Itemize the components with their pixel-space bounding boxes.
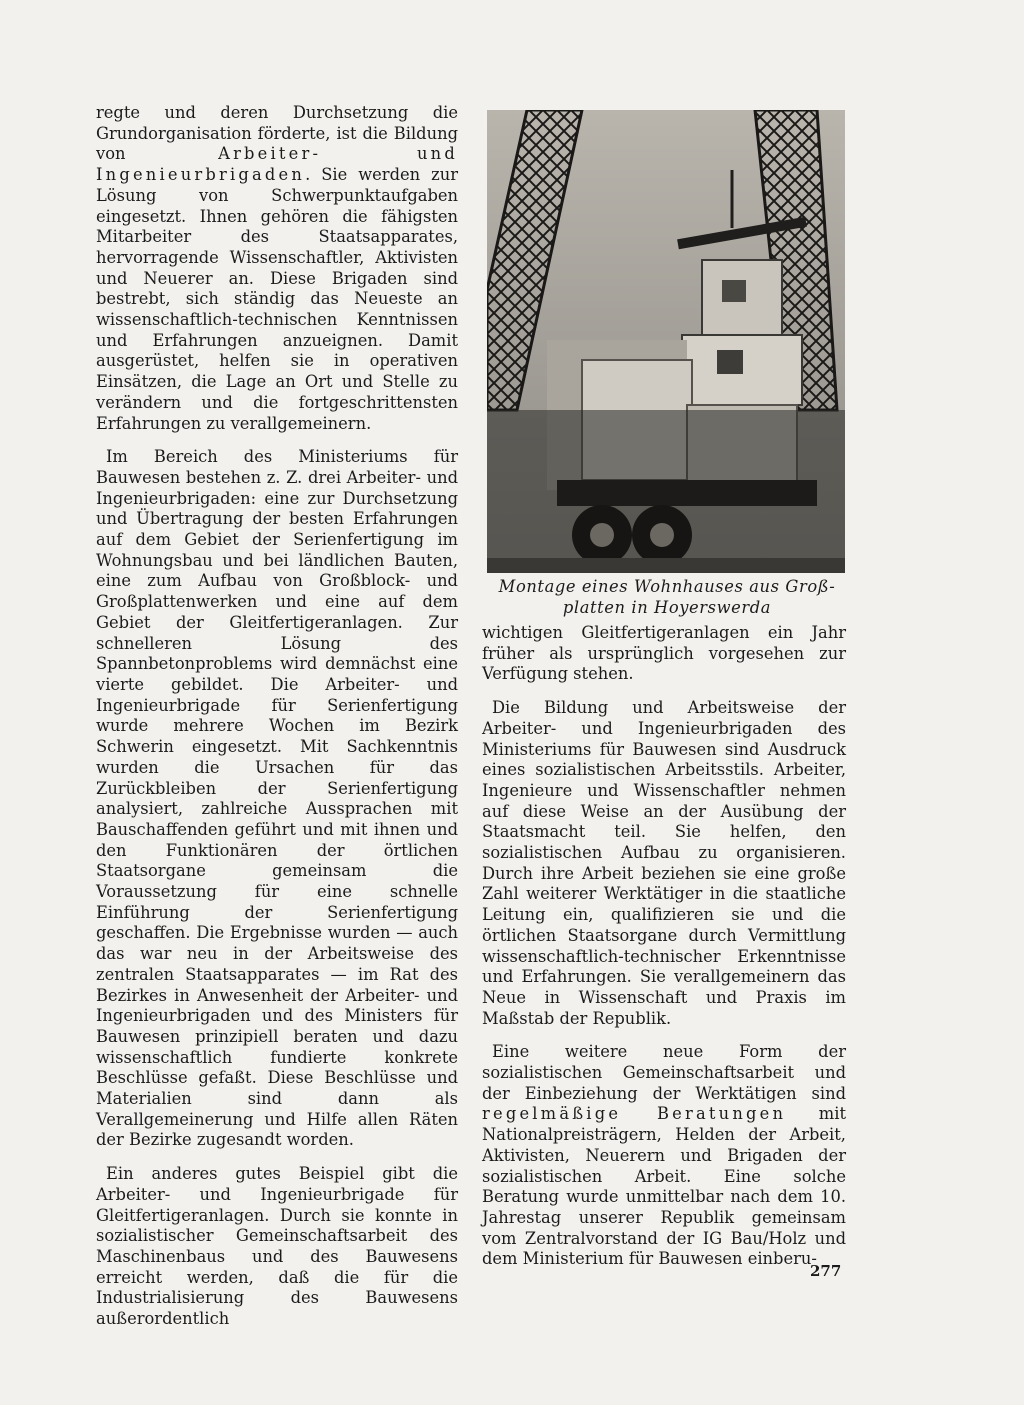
paragraph-text: regte und deren Durchsetzung die Grundorganisation förderte, ist die Bildung von [96,103,458,164]
emphasized-text: Arbeiter- und Ingenieurbrigaden [96,144,458,185]
paragraph-text: . Sie werden zur Lösung von Schwerpunktaufgaben eingesetzt. Ihnen gehören die fähigsten Mitarbeiter des Staatsapparates, hervorragende Wissenschaftler, Aktivisten und Neuerer an. Diese Brigaden sind bestrebt, sich ständig das Neueste an wissenschaftlich-technischen Kenntnissen und Erfahrungen anzueignen. Damit ausgerüstet, helfen sie in operativen Einsätzen, die Lage an Ort und Stelle zu verändern und die fortgeschrittensten Erfahrungen zu verallgemeinern. [96,165,458,433]
photo-illustration [487,110,845,573]
caption-line: platten in Hoyerswerda [562,598,772,617]
paragraph [96,103,458,434]
paragraph [482,1042,846,1270]
paragraph: wichtigen Gleitfertigeranlagen ein Jahr früher als ursprünglich vorgesehen zur Verfügung stehen. [482,623,846,684]
paragraph: Im Bereich des Ministeriums für Bauwesen bestehen z. Z. drei Arbeiter- und Ingenieurbrigaden: eine zur Durchsetzung und Übertragung der besten Erfahrungen auf dem Gebiet der Serienfertigung im Wohnungsbau und bei ländlichen Bauten, eine zum Aufbau von Großblock- und Großplattenwerken und eine auf dem Gebiet der Gleitfertigeranlagen. Zur schnelleren Lösung des Spannbetonproblems wird demnächst eine vierte gebildet. Die Arbeiter- und Ingenieurbrigade für Serienfertigung wurde mehrere Wochen im Bezirk Schwerin eingesetzt. Mit Sachkenntnis wurden die Ursachen für das Zurückbleiben der Serienfertigung analysiert, zahlreiche Aussprachen mit Bauschaffenden geführt und mit ihnen und den Funktionären der örtlichen Staatsorgane gemeinsam die Voraussetzung für eine schnelle Einführung der Serienfertigung geschaffen. Die Ergebnisse wurden — auch das war neu in der Arbeitsweise des zentralen Staatsapparates — im Rat des Bezirkes in Anwesenheit der Arbeiter- und Ingenieurbrigaden und des Ministers für Bauwesen prinzipiell beraten und dazu wissenschaftlich fundierte konkrete Beschlüsse gefaßt. Diese Beschlüsse und Materialien sind dann als Verallgemeinerung und Hilfe allen Räten der Bezirke zugesandt worden. [96,447,458,1150]
photo-crane-assembly [487,110,845,573]
caption-line: Montage eines Wohnhauses aus Groß- [498,577,836,596]
emphasized-text: regelmäßige Beratungen [482,1104,787,1124]
right-text-column [482,623,846,1283]
page-number: 277 [810,1262,842,1280]
paragraph: Die Bildung und Arbeitsweise der Arbeiter- und Ingenieurbrigaden des Ministeriums für Bauwesen sind Ausdruck eines sozialistischen Arbeitsstils. Arbeiter, Ingenieure und Wissenschaftler nehmen auf diese Weise an der Ausübung der Staatsmacht teil. Sie helfen, den sozialistischen Aufbau zu organisieren. Durch ihre Arbeit beziehen sie eine große Zahl weiterer Werktätiger in die staatliche Leitung ein, qualifizieren sie und die örtlichen Staatsorgane durch Vermittlung wissenschaftlich-technischer Erkenntnisse und Erfahrungen. Sie verallgemeinern das Neue in Wissenschaft und Praxis im Maßstab der Republik. [482,698,846,1028]
paragraph-text: Eine weitere neue Form der sozialistischen Gemeinschaftsarbeit und der Einbeziehung der Werktätigen sind [482,1042,846,1103]
left-text-column [96,103,458,1343]
paragraph-text: mit Nationalpreisträgern, Helden der Arbeit, Aktivisten, Neuerern und Brigaden der sozialistischen Arbeit. Eine solche Beratung wurde unmittelbar nach dem 10. Jahrestag unserer Republik gemeinsam vom Zentralvorstand der IG Bau/Holz und dem Ministerium für Bauwesen einberu- [482,1104,846,1269]
paragraph: Ein anderes gutes Beispiel gibt die Arbeiter- und Ingenieurbrigade für Gleitfertigeranlagen. Durch sie konnte in sozialistischer Gemeinschaftsarbeit des Maschinenbaus und des Bauwesens erreicht werden, daß die für die Industrialisierung des Bauwesens außerordentlich [96,1164,458,1329]
figure-caption [484,576,850,618]
